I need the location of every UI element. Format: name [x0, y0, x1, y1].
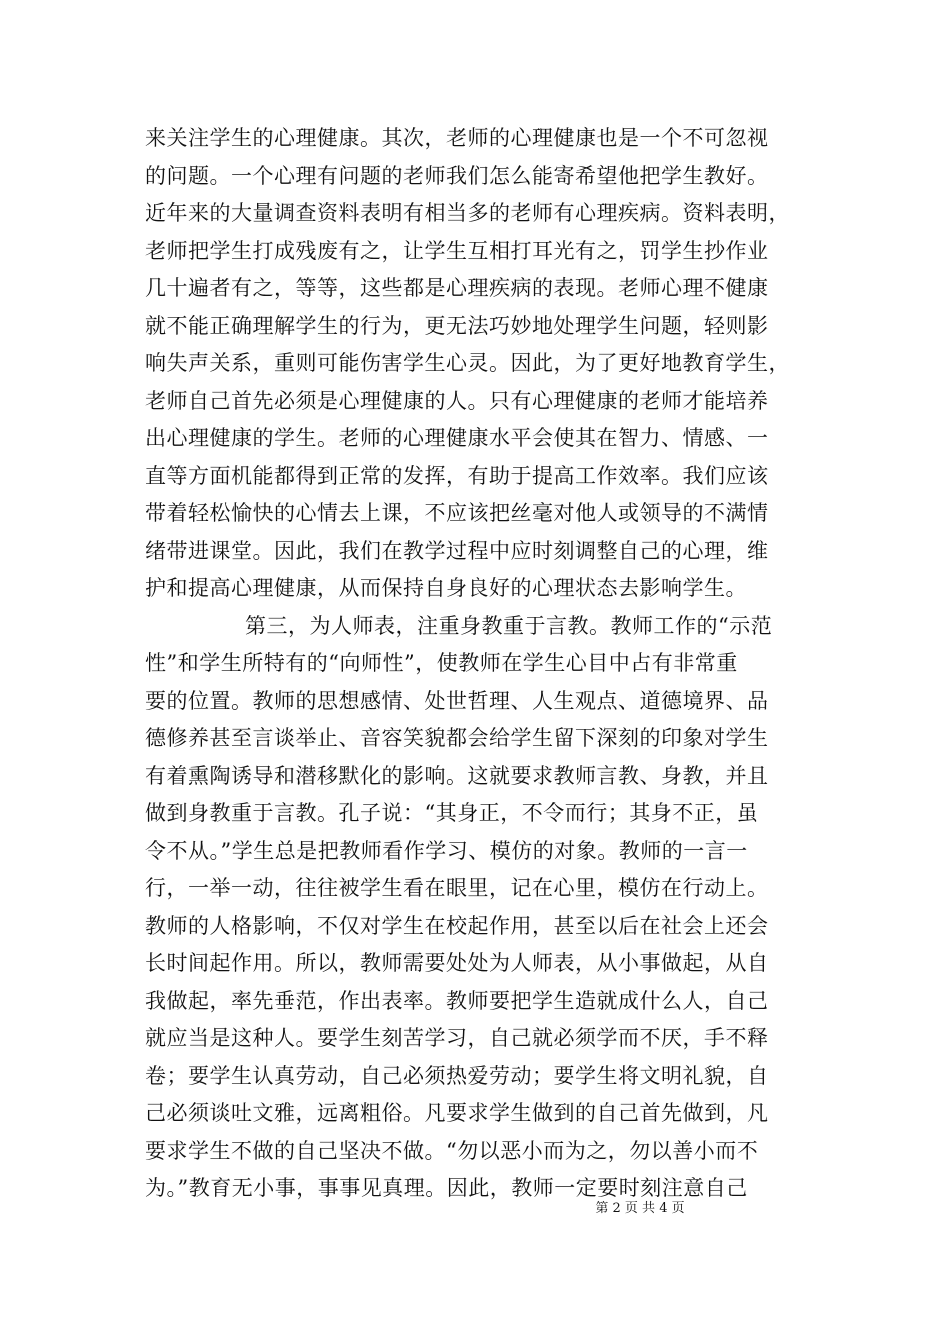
paragraph-start-line: 第三，为人师表，注重身教重于言教。教师工作的“示范 — [245, 613, 773, 638]
text-line: 护和提高心理健康，从而保持自身良好的心理状态去影响学生。 — [145, 576, 747, 600]
text-line: 直等方面机能都得到正常的发挥，有助于提高工作效率。我们应该 — [145, 463, 769, 488]
text-line: 我做起，率先垂范，作出表率。教师要把学生造就成什么人，自己 — [145, 988, 769, 1013]
text-line: 的问题。一个心理有问题的老师我们怎么能寄希望他把学生教好。 — [145, 163, 769, 188]
text-line: 己必须谈吐文雅，远离粗俗。凡要求学生做到的自己首先做到，凡 — [145, 1101, 769, 1125]
text-line: 做到身教重于言教。孔子说：“其身正，不令而行；其身不正，虽 — [145, 801, 759, 825]
text-line: 近年来的大量调查资料表明有相当多的老师有心理疾病。资料表明， — [145, 201, 790, 225]
text-line: 性”和学生所特有的“向师性”，使教师在学生心目中占有非常重 — [145, 651, 738, 675]
text-line: 绪带进课堂。因此，我们在教学过程中应时刻调整自己的心理，维 — [145, 538, 769, 563]
text-line: 老师把学生打成残废有之，让学生互相打耳光有之，罚学生抄作业 — [145, 238, 769, 263]
text-line: 就不能正确理解学生的行为，更无法巧妙地处理学生问题，轻则影 — [145, 313, 769, 338]
page-number: 第 2 页 共 4 页 — [595, 1201, 685, 1216]
text-line: 教师的人格影响，不仅对学生在校起作用，甚至以后在社会上还会 — [145, 913, 769, 938]
text-line: 几十遍者有之，等等，这些都是心理疾病的表现。老师心理不健康 — [145, 276, 769, 300]
text-line: 卷；要学生认真劳动，自己必须热爱劳动；要学生将文明礼貌，自 — [145, 1063, 769, 1088]
text-line: 德修养甚至言谈举止、音容笑貌都会给学生留下深刻的印象对学生 — [145, 726, 769, 750]
text-line: 带着轻松愉快的心情去上课，不应该把丝毫对他人或领导的不满情 — [145, 501, 769, 525]
body-text — [145, 120, 815, 1208]
text-line: 有着熏陶诱导和潜移默化的影响。这就要求教师言教、身教，并且 — [145, 763, 769, 788]
text-line: 来关注学生的心理健康。其次，老师的心理健康也是一个不可忽视 — [145, 126, 769, 150]
text-line: 老师自己首先必须是心理健康的人。只有心理健康的老师才能培养 — [145, 388, 769, 413]
text-line: 行，一举一动，往往被学生看在眼里，记在心里，模仿在行动上。 — [145, 876, 769, 900]
text-line: 令不从。”学生总是把教师看作学习、模仿的对象。教师的一言一 — [145, 838, 748, 863]
text-line: 出心理健康的学生。老师的心理健康水平会使其在智力、情感、一 — [145, 426, 769, 450]
text-line: 长时间起作用。所以，教师需要处处为人师表，从小事做起，从自 — [145, 951, 769, 975]
text-line: 为。”教育无小事，事事见真理。因此，教师一定要时刻注意自己 — [145, 1176, 748, 1200]
text-line: 要求学生不做的自己坚决不做。“勿以恶小而为之，勿以善小而不 — [145, 1138, 759, 1163]
text-line: 就应当是这种人。要学生刻苦学习，自己就必须学而不厌，手不释 — [145, 1026, 769, 1050]
text-line: 要的位置。教师的思想感情、处世哲理、人生观点、道德境界、品 — [145, 688, 769, 713]
text-line: 响失声关系，重则可能伤害学生心灵。因此，为了更好地教育学生， — [145, 351, 790, 375]
